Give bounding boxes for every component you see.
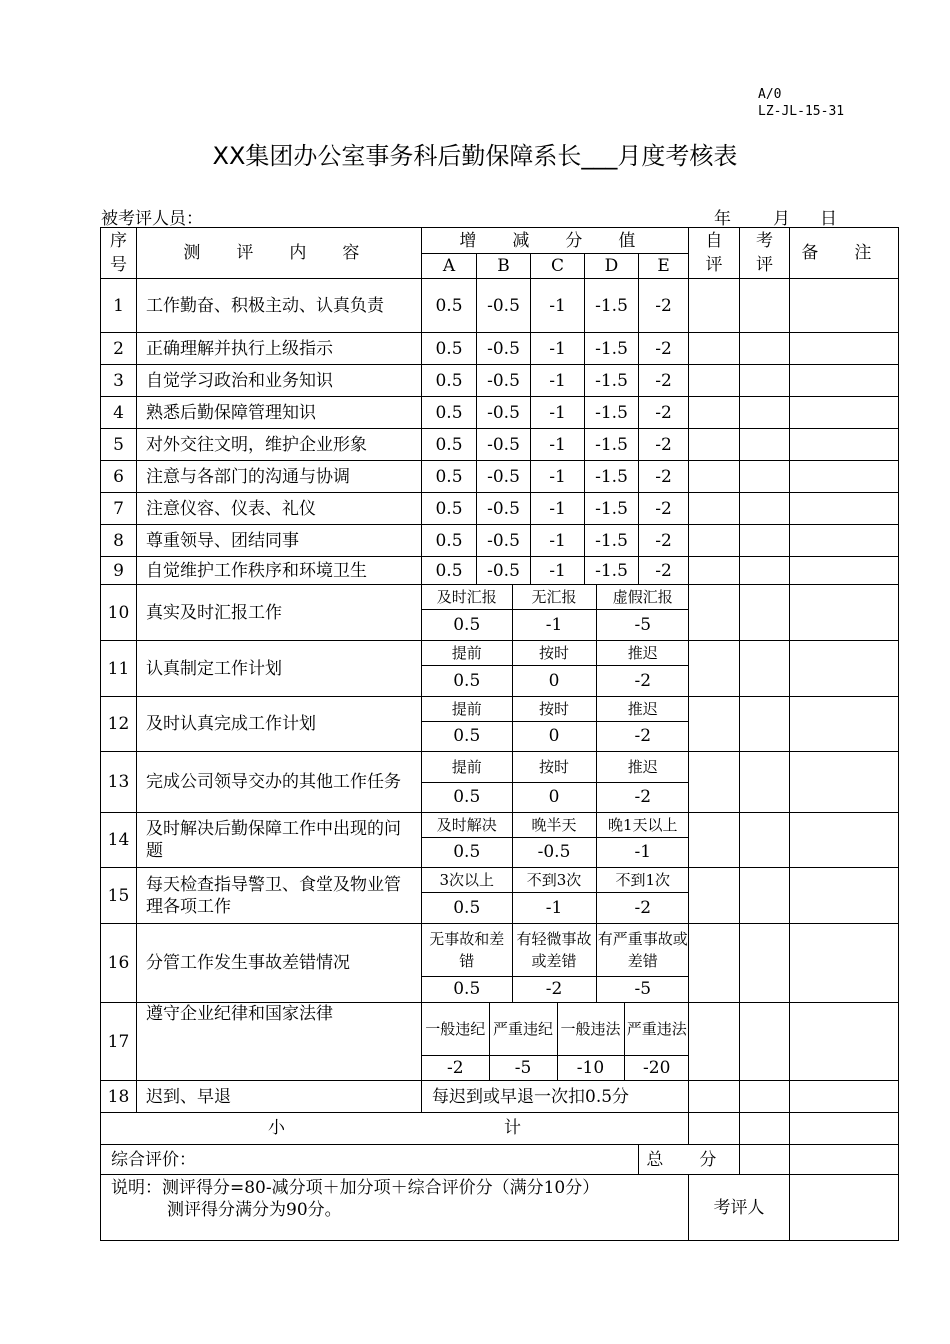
- score-value: -0.5: [477, 333, 531, 365]
- review-score-cell[interactable]: [740, 924, 790, 1003]
- item-no: 13: [101, 752, 137, 813]
- review-score-cell[interactable]: [740, 333, 790, 365]
- score-value: 0.5: [422, 333, 477, 365]
- grade-c: C: [531, 254, 585, 279]
- option-score: 0.5: [422, 782, 512, 812]
- overall-evaluation[interactable]: 综合评价：: [101, 1145, 639, 1175]
- table-row: [101, 641, 899, 697]
- grade-b: B: [477, 254, 531, 279]
- score-value: -1: [531, 429, 585, 461]
- remark-cell[interactable]: [790, 525, 899, 557]
- option-label: 严重违法: [624, 1003, 689, 1055]
- col-header-remark: 备 注: [790, 228, 899, 279]
- score-value: -0.5: [477, 397, 531, 429]
- self-score-cell[interactable]: [689, 585, 740, 641]
- score-value: -1.5: [585, 279, 639, 333]
- option-label: 提前: [422, 697, 512, 721]
- item-content: 注意与各部门的沟通与协调: [137, 461, 422, 493]
- option-score: -10: [557, 1055, 624, 1080]
- score-value: -1.5: [585, 461, 639, 493]
- col-header-content: 测 评 内 容: [137, 228, 422, 279]
- note-line-1: 说明：测评得分=80-减分项＋加分项＋综合评价分（满分10分）: [111, 1178, 600, 1198]
- score-value: 0.5: [422, 493, 477, 525]
- score-options-grid: [422, 868, 689, 923]
- self-score-cell[interactable]: [689, 493, 740, 525]
- score-value: -2: [639, 461, 689, 493]
- score-value: 0.5: [422, 365, 477, 397]
- score-value: -1: [531, 493, 585, 525]
- self-score-cell[interactable]: [689, 752, 740, 813]
- self-score-cell[interactable]: [689, 641, 740, 697]
- item-no: 2: [101, 333, 137, 365]
- option-score: -1: [634, 842, 652, 863]
- self-score-cell[interactable]: [689, 1081, 740, 1113]
- score-options: [422, 868, 689, 924]
- remark-cell[interactable]: [790, 1145, 899, 1175]
- self-score-cell[interactable]: [689, 924, 740, 1003]
- score-value: -0.5: [477, 429, 531, 461]
- option-score: 0.5: [422, 976, 512, 1002]
- table-row: [101, 365, 899, 397]
- table-row: [101, 557, 899, 585]
- score-value: -1.5: [585, 429, 639, 461]
- score-value: -1: [531, 333, 585, 365]
- score-options-grid: [422, 813, 689, 867]
- remark-cell[interactable]: [790, 1081, 899, 1113]
- remark-cell[interactable]: [790, 585, 899, 641]
- grade-d: D: [585, 254, 639, 279]
- item-content: 注意仪容、仪表、礼仪: [137, 493, 422, 525]
- option-label: 推迟: [596, 752, 689, 782]
- item-no: 17: [101, 1003, 137, 1081]
- remark-cell[interactable]: [790, 461, 899, 493]
- item-content: 及时认真完成工作计划: [137, 697, 422, 752]
- overall-row: [101, 1145, 899, 1175]
- date-month-label: 月: [773, 209, 790, 229]
- item-no: 18: [101, 1081, 137, 1113]
- option-label: 按时: [512, 752, 596, 782]
- self-score-cell[interactable]: [689, 813, 740, 868]
- option-label: 虚假汇报: [596, 585, 689, 609]
- total-score-cell[interactable]: [740, 1145, 790, 1175]
- table-row: [101, 525, 899, 557]
- score-value: -1: [531, 397, 585, 429]
- assessee-label: 被考评人员：: [101, 209, 203, 229]
- option-label: 有轻微事故或差错: [512, 924, 596, 976]
- assessor-signature-cell[interactable]: [790, 1175, 899, 1241]
- score-options: [422, 697, 689, 752]
- option-label: 无汇报: [512, 585, 596, 609]
- score-value: -1.5: [585, 397, 639, 429]
- option-score: 0.5: [422, 837, 512, 867]
- item-content: 熟悉后勤保障管理知识: [137, 397, 422, 429]
- table-row: [101, 1003, 899, 1081]
- col-header-score: 增 减 分 值: [422, 228, 689, 254]
- self-score-cell[interactable]: [689, 557, 740, 585]
- score-options-grid: [422, 641, 689, 696]
- score-options: [422, 585, 689, 641]
- item-content: 自觉学习政治和业务知识: [137, 365, 422, 397]
- page-title: XX集团办公室事务科后勤保障系长___月度考核表: [212, 142, 738, 170]
- option-score: 0.5: [422, 892, 512, 923]
- item-no: 7: [101, 493, 137, 525]
- item-content: 迟到、早退: [137, 1081, 422, 1113]
- option-score: 0: [512, 721, 596, 751]
- self-score-cell[interactable]: [689, 868, 740, 924]
- review-score-cell[interactable]: [740, 752, 790, 813]
- score-value: -2: [639, 397, 689, 429]
- remark-cell[interactable]: [790, 1003, 899, 1081]
- col-header-self: 自评: [689, 228, 740, 279]
- score-value: -2: [639, 557, 689, 585]
- remark-cell[interactable]: [790, 868, 899, 924]
- review-score-cell[interactable]: [740, 429, 790, 461]
- remark-cell[interactable]: [790, 557, 899, 585]
- item-content: 遵守企业纪律和国家法律: [137, 1003, 422, 1081]
- item-content: 真实及时汇报工作: [137, 585, 422, 641]
- table-row: [101, 752, 899, 813]
- score-options: [422, 641, 689, 697]
- item-content: 自觉维护工作秩序和环境卫生: [137, 557, 422, 585]
- score-options-grid: [422, 1003, 689, 1080]
- score-value: -1.5: [585, 493, 639, 525]
- item-content: 每天检查指导警卫、食堂及物业管理各项工作: [137, 868, 422, 924]
- table-row: [101, 461, 899, 493]
- doc-code-number: LZ-JL-15-31: [758, 104, 845, 119]
- option-label: 一般违法: [557, 1003, 624, 1055]
- late-rule: 每迟到或早退一次扣0.5分: [422, 1081, 689, 1113]
- item-content: 分管工作发生事故差错情况: [137, 924, 422, 1003]
- item-no: 15: [101, 868, 137, 924]
- score-value: -0.5: [477, 461, 531, 493]
- option-label: 严重违纪: [489, 1003, 557, 1055]
- item-no: 4: [101, 397, 137, 429]
- option-score: 0.5: [422, 609, 512, 640]
- note-line-2: 测评得分满分为90分。: [167, 1200, 342, 1220]
- item-no: 12: [101, 697, 137, 752]
- table-row: [101, 1081, 899, 1113]
- score-value: -1.5: [585, 333, 639, 365]
- score-value: -1: [531, 365, 585, 397]
- option-label: 提前: [422, 641, 512, 665]
- score-value: -2: [639, 429, 689, 461]
- self-score-cell[interactable]: [689, 397, 740, 429]
- item-no: 6: [101, 461, 137, 493]
- remark-cell[interactable]: [790, 279, 899, 333]
- option-label: 无事故和差错: [422, 924, 512, 976]
- doc-code-version: A/0: [758, 87, 782, 102]
- item-content: 正确理解并执行上级指示: [137, 333, 422, 365]
- review-score-cell[interactable]: [740, 365, 790, 397]
- score-options: [422, 813, 689, 868]
- self-score-cell[interactable]: [689, 333, 740, 365]
- self-score-cell[interactable]: [689, 697, 740, 752]
- score-options-grid: [422, 585, 689, 640]
- review-score-cell[interactable]: [740, 1113, 790, 1145]
- option-score: -2: [634, 897, 652, 918]
- table-row: [101, 279, 899, 333]
- score-value: -0.5: [477, 365, 531, 397]
- self-score-cell[interactable]: [689, 365, 740, 397]
- option-score: 0.5: [422, 721, 512, 751]
- option-label: 晚1天以上: [596, 813, 689, 837]
- notes-row: [101, 1175, 899, 1241]
- option-label: 及时汇报: [422, 585, 512, 609]
- item-no: 8: [101, 525, 137, 557]
- score-value: 0.5: [422, 279, 477, 333]
- score-value: -0.5: [477, 525, 531, 557]
- score-options-grid: [422, 924, 689, 1002]
- assessor-label: 考评人: [689, 1175, 790, 1241]
- remark-cell[interactable]: [790, 365, 899, 397]
- score-value: -2: [639, 365, 689, 397]
- review-score-cell[interactable]: [740, 493, 790, 525]
- remark-cell[interactable]: [790, 697, 899, 752]
- item-no: 3: [101, 365, 137, 397]
- option-score: -5: [634, 614, 652, 635]
- score-value: -1: [531, 557, 585, 585]
- self-score-cell[interactable]: [689, 429, 740, 461]
- score-value: 0.5: [422, 461, 477, 493]
- score-value: -2: [639, 493, 689, 525]
- subtotal-row: [101, 1113, 899, 1145]
- remark-cell[interactable]: [790, 813, 899, 868]
- table-row: [101, 697, 899, 752]
- review-score-cell[interactable]: [740, 461, 790, 493]
- option-score: -1: [512, 892, 596, 923]
- remark-cell[interactable]: [790, 1113, 899, 1145]
- option-label: 按时: [512, 697, 596, 721]
- date-day-label: 日: [820, 209, 837, 229]
- score-options: [422, 1003, 689, 1081]
- option-label: 不到1次: [596, 868, 689, 892]
- option-label: 有严重事故或差错: [596, 924, 689, 976]
- remark-cell[interactable]: [790, 397, 899, 429]
- score-value: -1: [531, 279, 585, 333]
- option-label: 按时: [512, 641, 596, 665]
- score-options: [422, 752, 689, 813]
- score-value: -2: [639, 279, 689, 333]
- item-content: 认真制定工作计划: [137, 641, 422, 697]
- remark-cell[interactable]: [790, 924, 899, 1003]
- score-value: -1.5: [585, 525, 639, 557]
- score-value: 0.5: [422, 429, 477, 461]
- remark-cell[interactable]: [790, 752, 899, 813]
- score-value: -1.5: [585, 557, 639, 585]
- score-value: 0.5: [422, 397, 477, 429]
- remark-cell[interactable]: [790, 429, 899, 461]
- score-options-grid: [422, 697, 689, 751]
- option-score: -0.5: [512, 837, 596, 867]
- table-row: [101, 585, 899, 641]
- option-score: -5: [489, 1055, 557, 1080]
- score-value: -2: [639, 333, 689, 365]
- option-score: -1: [512, 609, 596, 640]
- item-no: 14: [101, 813, 137, 868]
- option-score: -2: [512, 976, 596, 1002]
- remark-cell[interactable]: [790, 493, 899, 525]
- self-score-cell[interactable]: [689, 279, 740, 333]
- review-score-cell[interactable]: [740, 1003, 790, 1081]
- option-label: 一般违纪: [422, 1003, 489, 1055]
- option-score: -20: [643, 1057, 671, 1078]
- score-value: -0.5: [477, 279, 531, 333]
- assessment-table: [100, 227, 899, 1241]
- review-score-cell[interactable]: [740, 585, 790, 641]
- self-score-cell[interactable]: [689, 525, 740, 557]
- item-no: 9: [101, 557, 137, 585]
- option-label: 3次以上: [422, 868, 512, 892]
- table-row: [101, 493, 899, 525]
- score-value: -2: [639, 525, 689, 557]
- item-no: 16: [101, 924, 137, 1003]
- item-no: 1: [101, 279, 137, 333]
- item-no: 10: [101, 585, 137, 641]
- option-score: 0: [512, 782, 596, 812]
- score-value: -0.5: [477, 493, 531, 525]
- score-value: 0.5: [422, 557, 477, 585]
- review-score-cell[interactable]: [740, 868, 790, 924]
- grade-a: A: [422, 254, 477, 279]
- score-value: 0.5: [422, 525, 477, 557]
- option-score: -2: [634, 670, 652, 691]
- self-score-cell[interactable]: [689, 461, 740, 493]
- table-row: [101, 397, 899, 429]
- option-label: 提前: [422, 752, 512, 782]
- option-score: -2: [422, 1055, 489, 1080]
- table-row: [101, 813, 899, 868]
- table-row: [101, 333, 899, 365]
- item-content: 对外交往文明，维护企业形象: [137, 429, 422, 461]
- subtotal-left: 小: [268, 1118, 285, 1138]
- total-score-label: 总 分: [639, 1145, 740, 1175]
- option-score: 0.5: [422, 665, 512, 696]
- option-label: 及时解决: [422, 813, 512, 837]
- item-content: 及时解决后勤保障工作中出现的问题: [137, 813, 422, 868]
- option-score: -5: [634, 979, 652, 1000]
- review-score-cell[interactable]: [740, 397, 790, 429]
- table-row: [101, 924, 899, 1003]
- option-label: 推迟: [596, 641, 689, 665]
- option-score: -2: [634, 726, 652, 747]
- item-no: 11: [101, 641, 137, 697]
- review-score-cell[interactable]: [740, 279, 790, 333]
- score-options: [422, 924, 689, 1003]
- date-year-label: 年: [714, 209, 731, 229]
- item-no: 5: [101, 429, 137, 461]
- subtotal-right: 计: [504, 1118, 521, 1138]
- table-row: [101, 868, 899, 924]
- option-label: 晚半天: [512, 813, 596, 837]
- option-label: 推迟: [596, 697, 689, 721]
- option-label: 不到3次: [512, 868, 596, 892]
- item-content: 尊重领导、团结同事: [137, 525, 422, 557]
- review-score-cell[interactable]: [740, 557, 790, 585]
- option-score: 0: [512, 665, 596, 696]
- self-score-cell[interactable]: [689, 1003, 740, 1081]
- item-content: 完成公司领导交办的其他工作任务: [137, 752, 422, 813]
- item-content: 工作勤奋、积极主动、认真负责: [137, 279, 422, 333]
- score-value: -1.5: [585, 365, 639, 397]
- remark-cell[interactable]: [790, 333, 899, 365]
- subtotal-label: [101, 1113, 689, 1145]
- grade-e: E: [639, 254, 689, 279]
- document-code: [758, 86, 844, 120]
- review-score-cell[interactable]: [740, 641, 790, 697]
- score-value: -1: [531, 525, 585, 557]
- review-score-cell[interactable]: [740, 525, 790, 557]
- review-score-cell[interactable]: [740, 1081, 790, 1113]
- col-header-no: 序号: [101, 228, 137, 279]
- col-header-review: 考评: [740, 228, 790, 279]
- score-value: -1: [531, 461, 585, 493]
- table-row: [101, 429, 899, 461]
- score-value: -0.5: [477, 557, 531, 585]
- option-score: -2: [634, 787, 652, 808]
- review-score-cell[interactable]: [740, 697, 790, 752]
- notes: [101, 1175, 689, 1241]
- self-score-cell[interactable]: [689, 1113, 740, 1145]
- review-score-cell[interactable]: [740, 813, 790, 868]
- score-options-grid: [422, 752, 689, 812]
- remark-cell[interactable]: [790, 641, 899, 697]
- header-row: [101, 228, 899, 254]
